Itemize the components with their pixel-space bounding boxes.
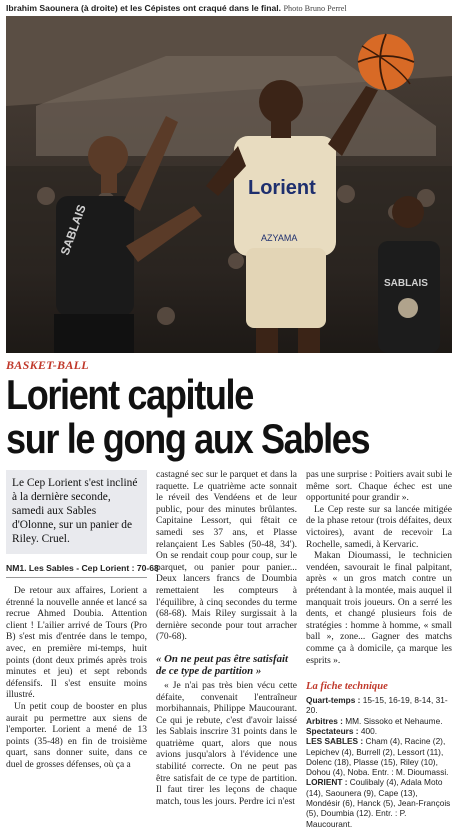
photo-credit: Photo Bruno Perrel bbox=[283, 4, 347, 13]
fiche-technique-title: La fiche technique bbox=[306, 681, 388, 693]
scoreline: NM1. Les Sables - Cep Lorient : 70-68 bbox=[6, 563, 147, 578]
fiche-value: MM. Sissoko et Nehaume. bbox=[345, 715, 443, 726]
fiche-technique bbox=[306, 695, 452, 829]
article-column-2 bbox=[156, 470, 297, 808]
photo-caption bbox=[6, 3, 454, 14]
section-kicker: BASKET-BALL bbox=[6, 358, 89, 372]
headline-line-1: Lorient capitule bbox=[6, 371, 253, 418]
caption-text: Ibrahim Saounera (à droite) et les Cépistes ont craqué dans le final. bbox=[6, 3, 282, 13]
article-column-1 bbox=[6, 470, 159, 772]
article-column-3 bbox=[306, 470, 452, 829]
fiche-spectators bbox=[306, 726, 452, 736]
headline-line-2: sur le gong aux Sables bbox=[6, 415, 370, 462]
column-3-body bbox=[306, 470, 452, 667]
lede-box bbox=[6, 470, 147, 554]
fiche-label: Arbitres : bbox=[306, 715, 343, 726]
svg-text:SABLAIS: SABLAIS bbox=[384, 278, 428, 289]
fiche-label: Spectateurs : bbox=[306, 725, 359, 736]
column-2-body bbox=[156, 470, 297, 644]
paragraph: Makan Dioumassi, le technicien vendéen, savourait le final palpitant, après « un gros match contre un prétendant à la montée, mais auquel il manquait trois joueurs. On a serré les dents, et changé plusieurs fois de stratégies : homme à homme, « small ball », zone... Gagner des matchs comme ça à domicile, ça marque les esprits ». bbox=[306, 551, 452, 666]
fiche-lorient-roster bbox=[306, 777, 452, 828]
fiche-value: Coulibaly (4), Adala Moto (14), Saounera (9), Cape (13), Mondésir (6), Hanck (5), Jean-François (5), Doumbia (12). Entr. : P. Maucourant. bbox=[306, 777, 451, 829]
column-2-body-continued bbox=[156, 681, 297, 809]
fiche-value: 400. bbox=[360, 725, 378, 736]
fiche-referees bbox=[306, 716, 452, 726]
paragraph: castagné sec sur le parquet et dans la raquette. Le quatrième acte sonnait le réveil des Vendéens et de leur public, pour des minutes brûlantes. Capitaine Lessort, qui fêtait ce samedi ses 37 ans, et Plasse relançaient Les Sables (50-48, 34'). On se rendait coup pour coup, sur le parquet, ou panier pour panier... Deux lancers francs de Doumbia remettaient les compteurs à l'équilibre, à cinq secondes du terme (68-68). Mais Riley surgissait à la dernière seconde pour tout arracher (70-68). bbox=[156, 470, 297, 643]
svg-text:Lorient: Lorient bbox=[248, 177, 316, 199]
lede-text: Le Cep Lorient s'est incliné à la dernière seconde, samedi aux Sables d'Olonne, sur un panier de Riley. Cruel. bbox=[12, 477, 138, 545]
fiche-label: Quart-temps : bbox=[306, 695, 361, 706]
fiche-quarters bbox=[306, 695, 452, 716]
svg-text:AZYAMA: AZYAMA bbox=[261, 233, 298, 243]
fiche-value: Cham (4), Racine (2), Lepichev (4), Burrell (2), Lessort (11), Dolenc (18), Plasse (15), Riley (10), Dohou (4), Noba. Entr. : M. Dioumassi. bbox=[306, 736, 449, 778]
paragraph: Le Cep reste sur sa lancée mitigée de la phase retour (trois défaites, deux victoires), avant de recevoir La Rochelle, samedi, à Kervaric. bbox=[306, 504, 452, 550]
article-photo bbox=[6, 16, 452, 353]
fiche-label: LORIENT : bbox=[306, 777, 348, 788]
paragraph: De retour aux affaires, Lorient a étrenné la nouvelle année et lancé sa recrue Ahmed Doubia. Attention client ! L'ailier arrivé de Tours (Pro B) s'est mis d'entrée dans le tempo, avec, en première mi-temps, huit points (dont deux primés après trois minutes et jeu) et sept rebonds défensifs. Il s'est ensuite moins illustré. bbox=[6, 586, 147, 701]
basketball-action-photo bbox=[6, 16, 452, 353]
paragraph: Un petit coup de booster en plus aurait pu permettre aux siens de l'emporter. Lorient a mené de 13 points (35-48) en fin de troisième quart, sans donner suite, dans ce duel de grosses défenses, où ça a bbox=[6, 701, 147, 770]
pull-quote: « On ne peut pas être satisfait de ce type de partition » bbox=[156, 652, 288, 678]
paragraph: pas une surprise : Poitiers avait subi le même sort. Chaque échec est une opportunité pour grandir ». bbox=[306, 470, 452, 504]
fiche-value: 15-15, 16-19, 8-14, 31-20. bbox=[306, 695, 448, 716]
column-1-body bbox=[6, 586, 147, 772]
paragraph: « Je n'ai pas très bien vécu cette défaite, convenait l'entraîneur morbihannais, Philippe Maucourant. Ce qui je rebute, c'est d'avoir laissé les Sablais inscrire 31 points dans le quatrième quart, alors que nous avions jusqu'alors à l'évidence une stabilité correcte. On ne peut pas être satisfait de ce type de partition. Il faut tirer les leçons de chaque match, tous les jours. Perdre ici n'est bbox=[156, 680, 297, 807]
fiche-label: LES SABLES : bbox=[306, 736, 364, 747]
svg-text:SABLAIS: SABLAIS bbox=[57, 202, 89, 258]
fiche-sables-roster bbox=[306, 736, 452, 777]
